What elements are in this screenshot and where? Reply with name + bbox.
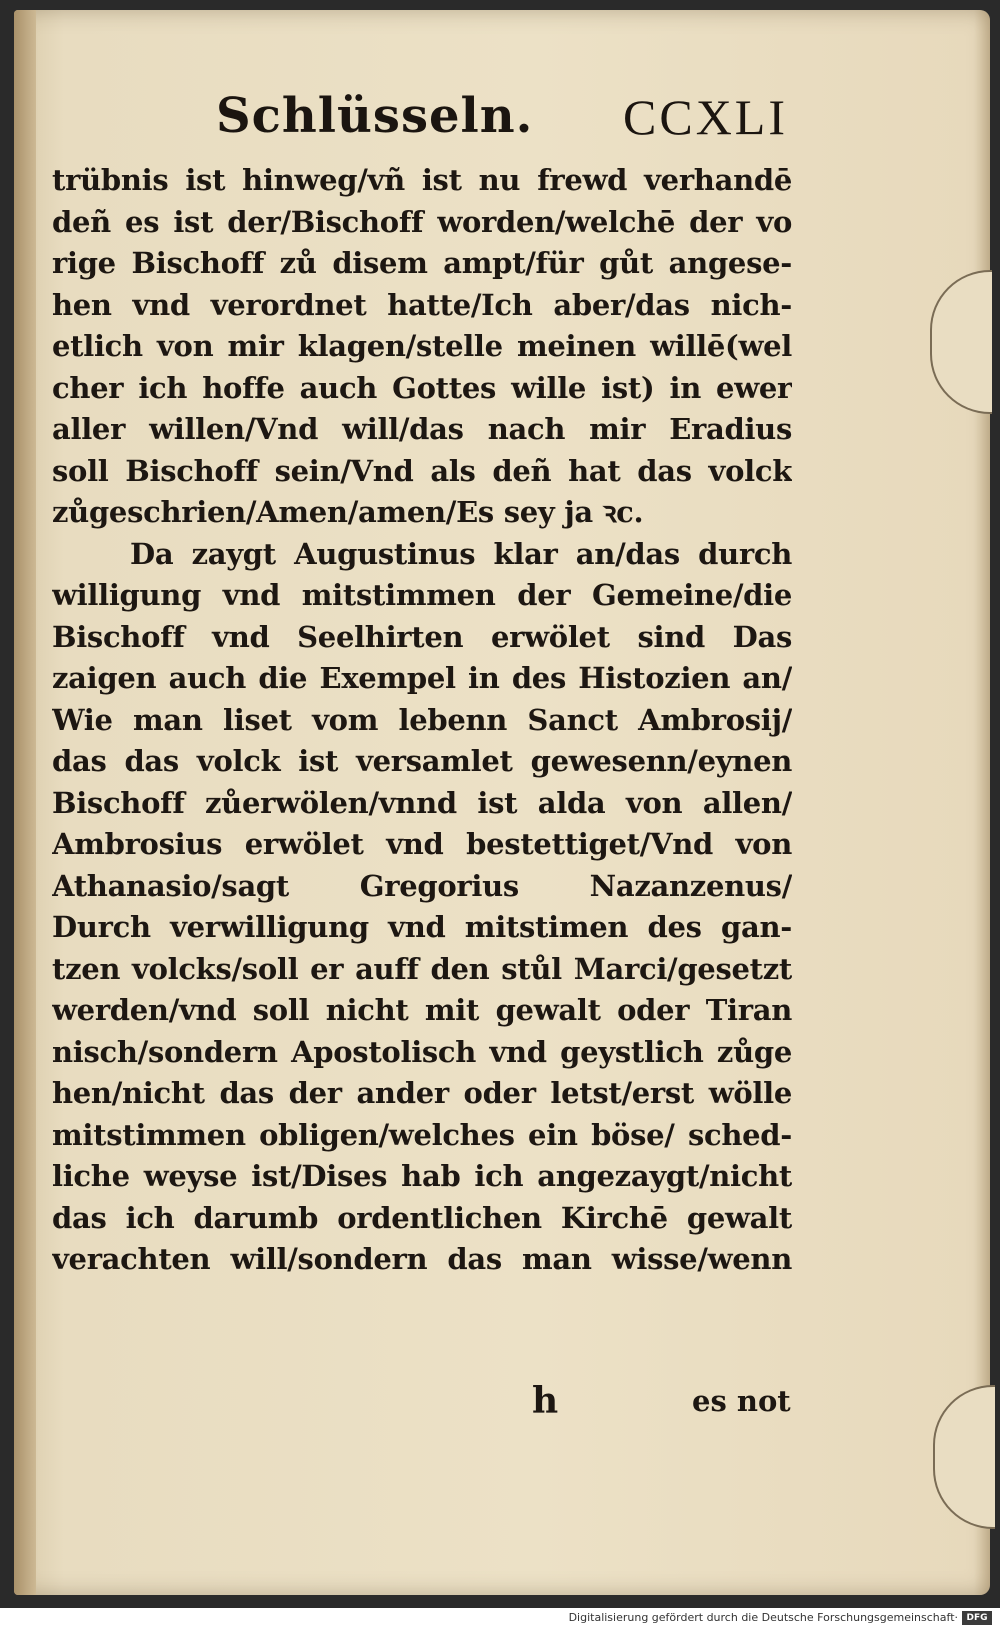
text-line: zůgeschrien/Amen/amen/Es sey ja ꝛc. bbox=[52, 495, 644, 529]
text-line: aller willen/Vnd will/das nach mir Eradius bbox=[52, 412, 792, 446]
text-line: Ambrosius erwölet vnd bestettiget/Vnd von bbox=[52, 827, 792, 861]
running-head: Schlüsseln. bbox=[216, 88, 534, 144]
text-line: deñ es ist der/Bischoff worden/welchē der vo bbox=[52, 204, 792, 239]
page-body bbox=[52, 160, 792, 1281]
text-line: mitstimmen obligen/welches ein böse/ sched- bbox=[52, 1117, 792, 1152]
text-line: etlich von mir klagen/stelle meinen willē(wel bbox=[52, 329, 792, 363]
text-line: werden/vnd soll nicht mit gewalt oder Tiran bbox=[52, 993, 792, 1027]
text-line: Bischoff vnd Seelhirten erwölet sind Das bbox=[52, 619, 792, 654]
text-line: das ich darumb ordentlichen Kirchē gewalt bbox=[52, 1200, 792, 1235]
text-line: Bischoff zůerwölen/vnnd ist alda von allen/ bbox=[52, 785, 792, 820]
dfg-logo-icon: DFG bbox=[962, 1611, 992, 1625]
text-line: tzen volcks/soll er auff den stůl Marci/gesetzt bbox=[52, 951, 792, 986]
signature-mark: h bbox=[532, 1380, 559, 1422]
text-line: hen vnd verordnet hatte/Ich aber/das nich- bbox=[52, 287, 792, 322]
text-line: cher ich hoffe auch Gottes wille ist) in ewer bbox=[52, 370, 792, 405]
folio-number: CCXLI bbox=[623, 89, 788, 145]
funding-credit: Digitalisierung gefördert durch die Deutsche Forschungsgemeinschaft· bbox=[568, 1611, 958, 1624]
paragraph-start-line: Da zaygt Augustinus klar an/das durch bbox=[130, 536, 792, 571]
text-line: verachten will/sondern das man wisse/wenn bbox=[52, 1242, 792, 1276]
text-line: nisch/sondern Apostolisch vnd geystlich zůge bbox=[52, 1034, 792, 1069]
text-line: hen/nicht das der ander oder letst/erst wölle bbox=[52, 1076, 792, 1110]
text-line: Durch verwilligung vnd mitstimen des gan- bbox=[52, 910, 792, 944]
text-line: Athanasio/sagt Gregorius Nazanzenus/ bbox=[52, 868, 792, 903]
page-gutter bbox=[14, 10, 36, 1595]
text-line: rige Bischoff zů disem ampt/für gůt angese- bbox=[52, 246, 792, 280]
digitization-credit-bar bbox=[0, 1608, 1000, 1629]
text-line: willigung vnd mitstimmen der Gemeine/die bbox=[52, 578, 792, 612]
text-line: zaigen auch die Exempel in des Histozien an/ bbox=[52, 661, 792, 695]
text-line: soll Bischoff sein/Vnd als deñ hat das volck bbox=[52, 453, 792, 488]
page-header bbox=[216, 88, 788, 158]
text-line: trübnis ist hinweg/vñ ist nu frewd verhandē bbox=[52, 163, 792, 197]
text-line: liche weyse ist/Dises hab ich angezaygt/nicht bbox=[52, 1159, 792, 1193]
text-line: das das volck ist versamlet gewesenn/eynen bbox=[52, 744, 792, 778]
text-line: Wie man liset vom lebenn Sanct Ambrosij/ bbox=[52, 702, 792, 737]
page-footer bbox=[0, 1380, 800, 1430]
catchword: es not bbox=[692, 1384, 791, 1418]
